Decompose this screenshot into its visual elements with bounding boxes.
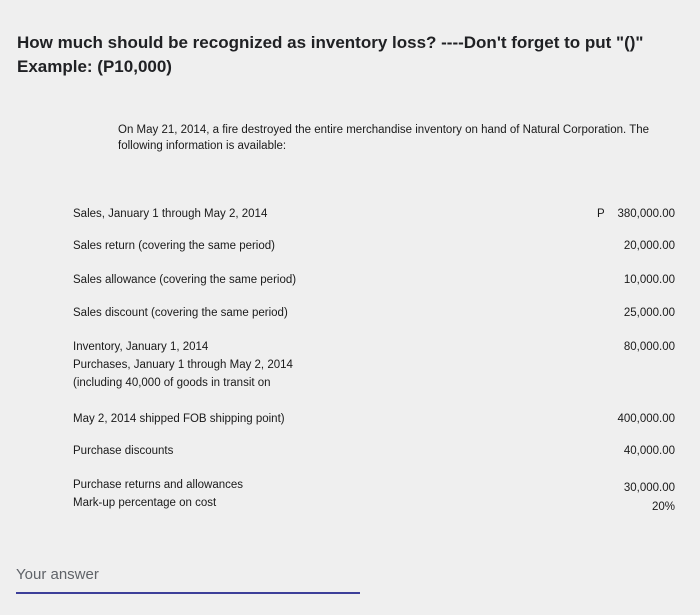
answer-placeholder: Your answer [16,566,99,583]
row-label: Sales allowance (covering the same period) [73,274,297,286]
row-label: Sales return (covering the same period) [73,240,275,252]
row-value: 400,000.00 [617,413,675,425]
row-value: 10,000.00 [623,274,675,286]
row-label: (including 40,000 of goods in transit on [73,377,271,389]
row-label: May 2, 2014 shipped FOB shipping point) [73,413,285,425]
row-label: Sales, January 1 through May 2, 2014 [73,208,268,220]
row-label: Purchase discounts [73,445,174,457]
row-value: 30,000.00 [623,482,675,494]
question-line-1: How much should be recognized as inventory loss? ----Don't forget to put "()" [17,33,644,52]
answer-input[interactable] [16,562,360,594]
row-value: 40,000.00 [623,445,675,457]
row-value: 20% [651,501,675,513]
row-value: 25,000.00 [623,307,675,319]
row-value: 20,000.00 [623,240,675,252]
row-label: Sales discount (covering the same period) [73,307,288,319]
row-label: Purchase returns and allowances [73,479,244,491]
question-title [17,31,687,79]
row-label: Inventory, January 1, 2014 [73,341,209,353]
row-label: Mark-up percentage on cost [73,497,217,509]
currency-symbol: P [597,208,605,220]
row-label: Purchases, January 1 through May 2, 2014 [73,359,293,371]
row-value: 80,000.00 [623,341,675,353]
question-line-2: Example: (P10,000) [17,57,172,76]
problem-intro: On May 21, 2014, a fire destroyed the entire merchandise inventory on hand of Natural Corporation. The following information is available: [118,124,650,152]
row-value: 380,000.00 [617,208,675,220]
